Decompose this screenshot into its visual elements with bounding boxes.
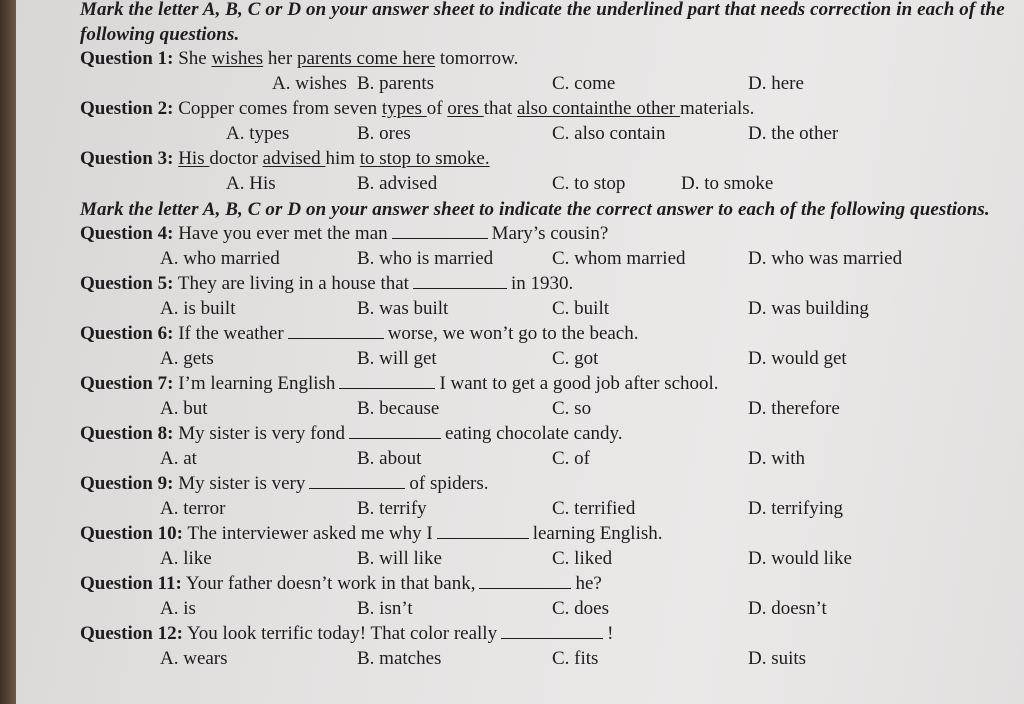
option-a: A. terror — [160, 498, 226, 519]
answer-blank — [501, 624, 603, 639]
option-c: C. does — [552, 598, 609, 619]
option-b: B. matches — [357, 648, 442, 669]
option-c: C. got — [552, 348, 599, 369]
option-c: C. to stop — [552, 173, 626, 194]
answer-blank — [413, 274, 507, 289]
question-4: Question 4: Have you ever met the man Mary’s cousin? — [80, 223, 609, 244]
option-c: C. of — [552, 448, 590, 469]
answer-blank — [437, 524, 529, 539]
option-d: D. to smoke — [681, 173, 774, 194]
options-7 — [80, 396, 1024, 422]
options-4 — [80, 246, 1024, 272]
worksheet-page — [16, 0, 1024, 704]
option-b: B. terrify — [357, 498, 427, 519]
question-6: Question 6: If the weather worse, we won’t go to the beach. — [80, 323, 639, 344]
option-b: B. advised — [357, 173, 438, 194]
question-10: Question 10: The interviewer asked me why I learning English. — [80, 523, 663, 544]
option-c: C. so — [552, 398, 592, 419]
worksheet-content — [80, 0, 1024, 672]
option-d: D. here — [748, 73, 804, 94]
section2-instruction: Mark the letter A, B, C or D on your answer sheet to indicate the correct answer to each of the following questions. — [80, 199, 990, 220]
answer-blank — [349, 424, 441, 439]
option-d: D. would like — [748, 548, 852, 569]
options-6 — [80, 346, 1024, 372]
option-b: B. isn’t — [357, 598, 413, 619]
options-11 — [80, 596, 1024, 622]
question-7: Question 7: I’m learning English I want to get a good job after school. — [80, 373, 719, 394]
option-b: B. will get — [357, 348, 437, 369]
option-a: A. is — [160, 598, 196, 619]
options-9 — [80, 496, 1024, 522]
underlined-part-b: ores — [447, 98, 484, 119]
question-8: Question 8: My sister is very fond eating chocolate candy. — [80, 423, 623, 444]
option-c: C. fits — [552, 648, 599, 669]
options-12 — [80, 646, 1024, 672]
question-12: Question 12: You look terrific today! That color really ! — [80, 623, 614, 644]
option-a: A. wears — [160, 648, 228, 669]
option-d: D. suits — [748, 648, 807, 669]
options-5 — [80, 296, 1024, 322]
option-a: A. wishes — [272, 73, 347, 94]
option-b: B. was built — [357, 298, 449, 319]
option-d: D. with — [748, 448, 805, 469]
option-d: D. terrifying — [748, 498, 843, 519]
option-b: B. because — [357, 398, 440, 419]
answer-blank — [309, 474, 405, 489]
section1-instruction: Mark the letter A, B, C or D on your answer sheet to indicate the underlined part that needs correction in each of the following questions. — [80, 0, 1005, 45]
question-2: Question 2: Copper comes from seven types of ores that also containthe other materials. — [80, 98, 755, 119]
option-c: C. come — [552, 73, 616, 94]
options-8 — [80, 446, 1024, 472]
option-c: C. terrified — [552, 498, 636, 519]
option-a: A. is built — [160, 298, 236, 319]
question-5: Question 5: They are living in a house that in 1930. — [80, 273, 574, 294]
option-c: C. liked — [552, 548, 613, 569]
underlined-part-c: to stop to smoke. — [359, 148, 490, 169]
underlined-part-a: His — [178, 148, 210, 169]
option-a: A. who married — [160, 248, 280, 269]
underlined-part-b: parents come here — [296, 48, 436, 69]
option-a: A. but — [160, 398, 208, 419]
underlined-part-b: advised — [262, 148, 326, 169]
options-3 — [80, 171, 1024, 197]
option-c: C. also contain — [552, 123, 666, 144]
options-1 — [80, 71, 1024, 97]
question-11: Question 11: Your father doesn’t work in that bank, he? — [80, 573, 602, 594]
book-spine-edge — [0, 0, 16, 704]
option-b: B. ores — [357, 123, 411, 144]
option-b: B. who is married — [357, 248, 494, 269]
option-a: A. gets — [160, 348, 214, 369]
underlined-part-a: types — [381, 98, 427, 119]
answer-blank — [479, 574, 571, 589]
option-c: C. built — [552, 298, 610, 319]
option-d: D. therefore — [748, 398, 840, 419]
option-a: A. at — [160, 448, 197, 469]
question-1: Question 1: She wishes her parents come here tomorrow. — [80, 48, 519, 69]
option-d: D. doesn’t — [748, 598, 827, 619]
option-d: D. the other — [748, 123, 839, 144]
option-d: D. would get — [748, 348, 847, 369]
option-a: A. like — [160, 548, 212, 569]
question-3: Question 3: His doctor advised him to stop to smoke. — [80, 148, 490, 169]
option-b: B. will like — [357, 548, 442, 569]
underlined-part-c: also containthe other — [516, 98, 680, 119]
option-d: D. was building — [748, 298, 869, 319]
underlined-part-a: wishes — [211, 48, 264, 69]
question-9: Question 9: My sister is very of spiders. — [80, 473, 489, 494]
options-2 — [80, 121, 1024, 147]
option-a: A. types — [226, 123, 290, 144]
option-b: B. about — [357, 448, 422, 469]
answer-blank — [392, 224, 488, 239]
option-c: C. whom married — [552, 248, 686, 269]
option-d: D. who was married — [748, 248, 903, 269]
answer-blank — [288, 324, 384, 339]
answer-blank — [339, 374, 435, 389]
options-10 — [80, 546, 1024, 572]
option-b: B. parents — [357, 73, 435, 94]
option-a: A. His — [226, 173, 276, 194]
